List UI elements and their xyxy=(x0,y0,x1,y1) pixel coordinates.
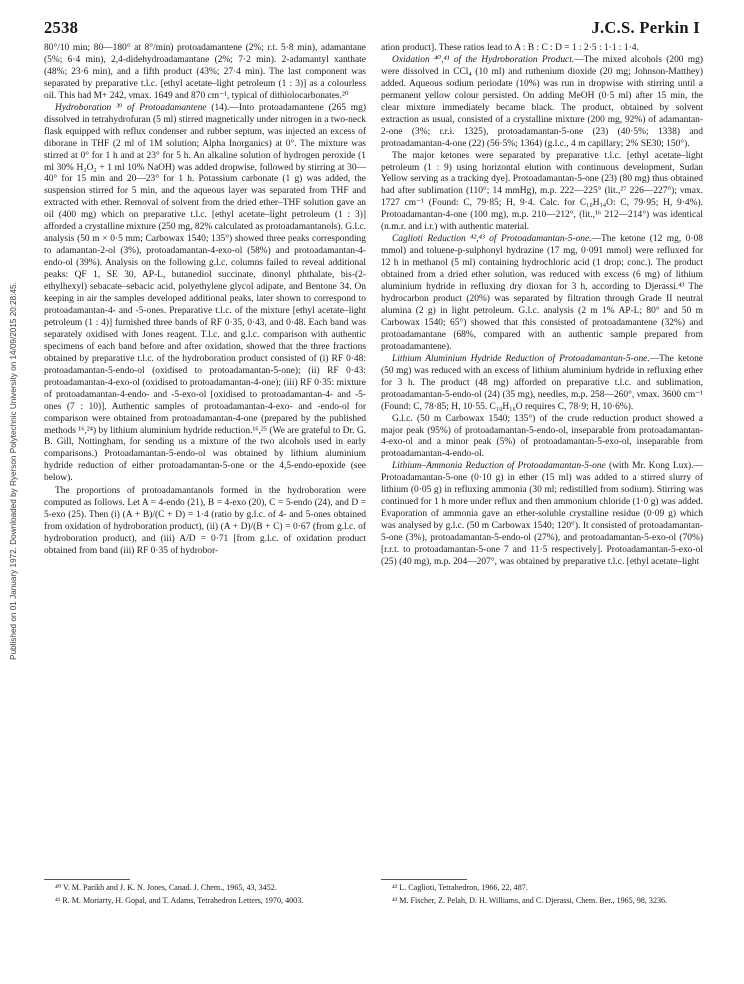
paragraph-body: —The ketone (50 mg) was reduced with an excess of lithium aluminium hydride in refluxing ether for 3 h. The product (48 mg) afforded on preparative t.l.c. and sublimation, protoadamantan-5-endo-ol (24) (35 mg), needles, m.p. 258—260°, νmax. 3600 cm⁻¹ (Found: C, 78·85; H, 10·55. C₁₀H₁₆O requires C, 78·9; H, 10·6%). xyxy=(381,353,703,412)
footnote: ⁴³ M. Fischer, Z. Pelah, D. H. Williams, and C. Djerassi, Chem. Ber., 1965, 98, 3236. xyxy=(392,895,668,905)
section-heading: Lithium Aluminium Hydride Reduction of Protoadamantan-5-one. xyxy=(392,353,650,364)
footnotes-right xyxy=(381,883,703,908)
right-column xyxy=(381,43,703,879)
journal-title: J.C.S. Perkin I xyxy=(591,18,700,37)
footnote: ⁴¹ R. M. Moriarty, H. Gopal, and T. Adams, Tetrahedron Letters, 1970, 4003. xyxy=(55,895,304,905)
footnote: ⁴² L. Caglioti, Tetrahedron, 1966, 22, 487. xyxy=(392,883,528,892)
paragraph: ation product]. These ratios lead to A : B : C : D = 1 : 2·5 : 1·1 : 1·4. xyxy=(381,43,639,53)
download-side-note-text: Published on 01 January 1972. Downloaded by Ryerson Polytechnic University on 14/09/2015 20:28:45. xyxy=(9,282,18,660)
footnote-rule xyxy=(44,879,130,880)
footnote-rule xyxy=(381,879,467,880)
paragraph: The proportions of protoadamantanols formed in the hydroboration were computed as follows. Let A = 4-endo (21), B = 4-exo (20), C = 5-endo (24), and D = 5-exo (25). Then (i) (A + B)/(C + D) = 1·4 (ratio by g.l.c. of 4- and 5-ones obtained from oxidation of hydroboration product), (ii) (A + D)/(B + C) = 0·67 (from g.l.c. of hydroboration product), and (iii) A/D = 0·71 [from g.l.c. of oxidation product obtained from band (iii) RF 0·35 of hydrobor- xyxy=(44,486,366,557)
footnote: ⁴⁰ V. M. Parikh and J. K. N. Jones, Canad. J. Chem., 1965, 43, 3452. xyxy=(55,883,277,892)
section-heading: Lithium–Ammonia Reduction of Protoadamantan-5-one xyxy=(392,461,606,472)
paragraph-hydroboration xyxy=(44,103,366,486)
paragraph-body: (with Mr. Kong Lux).—Protoadamantan-5-one (0·10 g) in ether (15 ml) was added to a stirred slurry of lithium (0·05 g) in refluxing ammonia (30 ml; redistilled from sodium). Stirring was continued for 1 h more under reflux and then ammonium chloride (1·0 g) was added. Evaporation of ammonia gave an ether-soluble crystalline residue (0·09 g) which was analysed by g.l.c. (50 m Carbowax 1540; 120°). It consisted of protoadamantan-5-one (3%), protoadamantan-5-endo-ol (27%), and protoadamantan-5-exo-ol (70%) [r.r.t. to protoadamantan-5-one 7 and 11·5 respectively]. Protoadamantan-5-exo-ol (25) (40 mg), m.p. 204—207°, was obtained by preparative t.l.c. [ethyl acetate–light xyxy=(381,461,703,567)
page-number: 2538 xyxy=(44,18,79,37)
section-heading: Oxidation ⁴⁰,⁴¹ of the Hydroboration Product. xyxy=(392,54,575,65)
paragraph-lithium-ammonia xyxy=(381,461,703,569)
paragraph-lah-reduction xyxy=(381,354,703,414)
paragraph: 80°/10 min; 80—180° at 8°/min) protoadamantene (2%; r.t. 5·8 min), adamantane (5%; 6·4 min), 2,4-didehydroadamantane (2%; 7·2 min). 2-adamantyl xanthate (48%; 23·6 min), and a fifth product (43%; 27·4 min). The last component was separated by preparative t.l.c. [ethyl acetate–light petroleum (1 : 3)] as a colourless oil. This had M+ 242, νmax. 1649 and 870 cm⁻¹, typical of dithiolocarbonates.²⁰ xyxy=(44,43,366,101)
section-heading: Caglioti Reduction ⁴²,⁴³ of Protoadamantan-5-one. xyxy=(392,234,592,245)
paragraph-body: —The mixed alcohols (200 mg) were dissolved in CCl₄ (10 ml) and ruthenium dioxide (20 mg; Johnson-Matthey) added. Aqueous sodium periodate (10%) was run in dropwise with stirring until a permanent yellow colour persisted. On adding MeOH (0·5 ml) after 15 min, the clear mixture immediately became black. The product, obtained by solvent extraction as usual, consisted of a crystalline mixture (200 mg, 92%) of adamantan-2-one (3%; r.r.i. 1325), protoadamantan-5-one (23) (40·5%; 1338) and protoadamantan-4-one (22) (56·5%; 1364) (g.l.c., 4 m capillary; 2% SE30; 150°). xyxy=(381,54,703,149)
paragraph-oxidation xyxy=(381,55,703,151)
left-column xyxy=(44,43,366,879)
paragraph: G.l.c. (50 m Carbowax 1540; 135°) of the crude reduction product showed a major peak (95%) of protoadamantan-5-endo-ol, inseparable from protoadamantan-4-exo-ol and a minor peak (5%) of protoadamantan-5-exo-ol, inseparable from protoadamantan-4-endo-ol. xyxy=(381,413,703,460)
footnotes-left xyxy=(44,883,366,908)
paragraph-caglioti xyxy=(381,234,703,354)
paragraph-body: —The ketone (12 mg, 0·08 mmol) and toluene-p-sulphonyl hydrazine (17 mg, 0·091 mmol) were refluxed for 12 h in methanol (5 ml) containing hydrochloric acid (1 drop; conc.). The product obtained from a dried ether solution, was reduced with excess (6 mg) of lithium aluminium hydride in refluxing dry dioxan for 3 h, according to Djerassi.⁴³ The hydrocarbon product (20%) was separated by filtration through Grade II neutral alumina (2 g) in light petroleum. G.l.c. analysis (2 m 1% AP-L; 80° and 50 m Carbowax 1540; 65°) showed that this consisted of protoadamantene (32%) and protoadamantane (68%, compared with an authentic sample prepared from protoadamantene). xyxy=(381,234,703,352)
section-heading: Hydroboration ³⁹ of Protoadamantene xyxy=(55,102,207,113)
paragraph: The major ketones were separated by preparative t.l.c. [ethyl acetate–light petroleum (1 : 9) using horizontal elution with continuous development, Sudan Yellow serving as a tracking dye]. Protoadamantan-5-one (23) (80 mg) thus obtained had after sublimation (110°; 14 mmHg), m.p. 222—225° (lit.,²⁷ 226—227°); νmax. 1727 cm⁻¹ (Found: C, 79·85; H, 9·4. Calc. for C₁₀H₁₄O: C, 79·95; H, 9·4%). Protoadamantan-4-one (100 mg), m.p. 210—212°, (lit.,¹⁶ 212—214°) was identical (n.m.r. and i.r.) with authentic material. xyxy=(381,150,703,233)
paragraph-body: (14).—Into protoadamantene (265 mg) dissolved in tetrahydrofuran (5 ml) stirred magnetically under nitrogen in a two-neck flask equipped with reflux condenser and rubber septum, was injected an excess of diborane in THF (2 ml of 1M solution; Alpha Inorganics) at 0°. The mixture was stirred at 0° for 1 h and at 23° for 5 h. An alkaline solution of hydrogen peroxide (1 ml 30% H₂O₂ + 1 ml 10% NaOH) was added dropwise, followed by stirring at 30—40° for 15 min and 20—23° for 1 h. Potassium carbonate (1 g) was added, the suspension stirred for 5 min, and the aqueous layer was separated from THF and extracted with ether. Removal of solvent from the dried ether–THF solution gave an oil (400 mg) which on preparative t.l.c. [ethyl acetate–light petroleum (1 : 3)] afforded a crystalline mixture (250 mg, 82% calculated as protoadamantanols). G.l.c. analysis (50 m × 0·5 mm; Carbowax 1540; 135°) showed three peaks corresponding to adamantan-2-ol (3%), protoadamantan-4-exo-ol (58%) and protoadamantan-4-endo-ol (39%). Analysis on the following g.l.c. columns failed to reveal additional peaks: QF 1, SE 30, AP-L, butanediol succinate, dinonyl phthalate, bis-(2-ethylhexyl) sebacate–sebacic acid, polyethylene glycol adipate, and Bentone 34. On keeping in air the samples developed additional peaks, later shown to correspond to protoadamantan-4- and -5-ones. Preparative t.l.c. of the mixture [ethyl acetate–light petroleum (1 : 4)] furnished three bands of RF 0·35, 0·43, and 0·48. Each band was separately oxidised with Jones reagent. T.l.c. and g.l.c. comparison with authentic specimens of each band before and after oxidation, showed that the three fractions obtained by preparative t.l.c. of the hydroboration product consisted of (i) RF 0·48: protoadamantan-5-endo-ol (oxidised to protoadamantan-5-one); (ii) RF 0·43: protoadamantan-4-exo-ol (oxidised to protoadamantan-4-one); (iii) RF 0·35: mixture of protoadamantan-4-endo- and -5-exo-ol [oxidised to protoadamantan-4- and -5-ones (7 : 10)]. Authentic samples of protoadamantan-4-exo- and -endo-ol for comparison were obtained from protoadamantan-4-one (prepared by the published methods ¹⁶,²⁴) by lithium aluminium hydride reduction.¹⁶,²⁵ (We are grateful to Dr. G. B. Gill, Nottingham, for sending us a mixture of the two alcohols used in early comparisons.) Protoadamantan-5-endo-ol was obtained by lithium aluminium hydride reduction of either protoadamantan-5-one or the 4,5-endo-epoxide (see below). xyxy=(44,102,366,484)
